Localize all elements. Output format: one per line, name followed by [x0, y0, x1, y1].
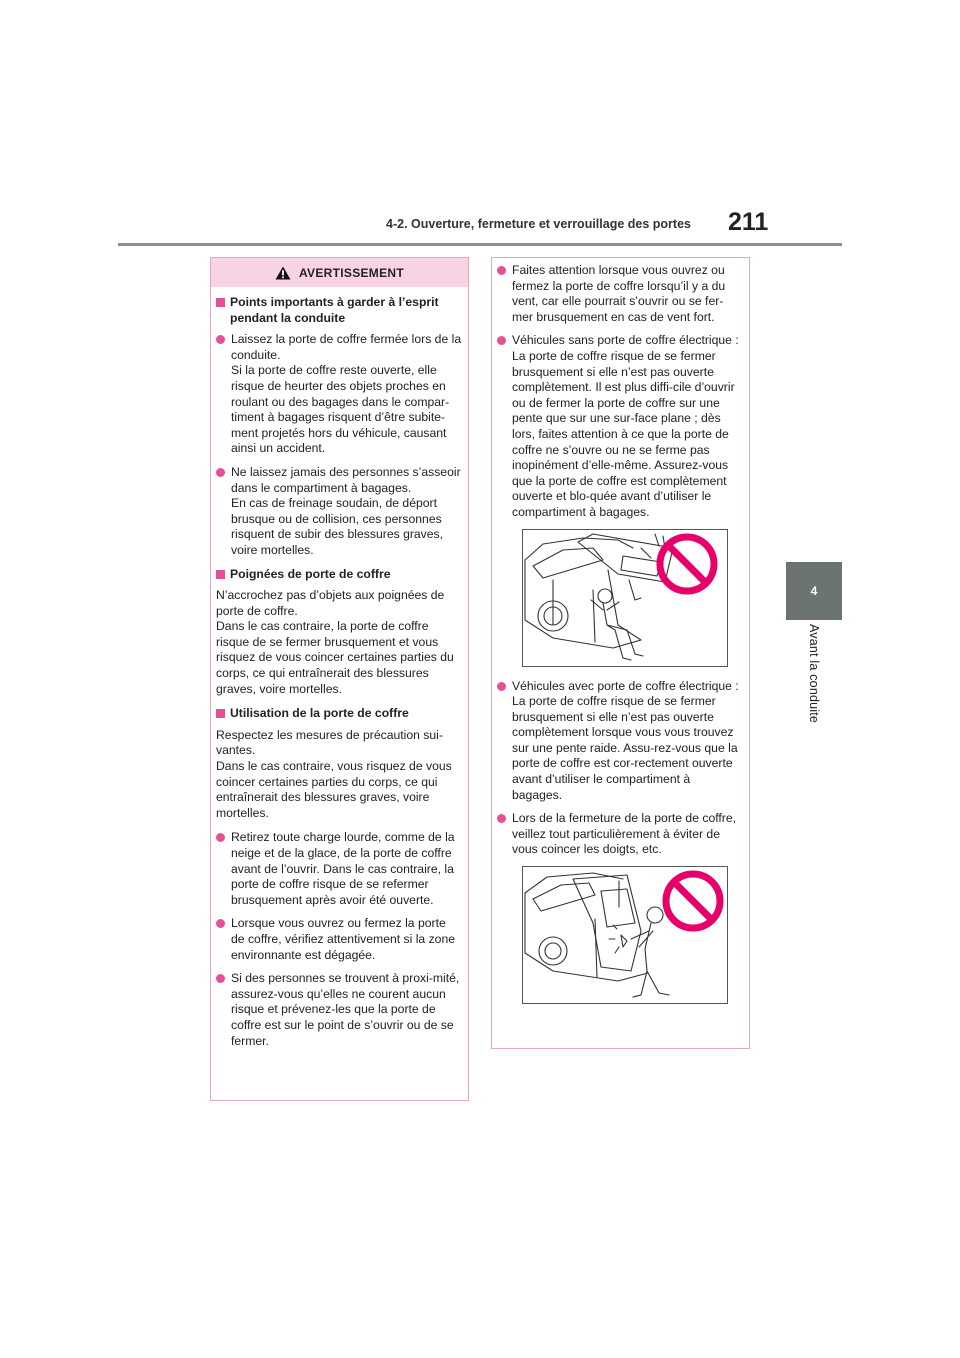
list-item-text: Lorsque vous ouvrez ou fermez la porte de coffre, vérifiez attentivement si la zone environnante est dégagée.: [231, 916, 456, 962]
section-title-text: Poignées de porte de coffre: [230, 566, 391, 581]
section-title-text: Utilisation de la porte de coffre: [230, 706, 409, 721]
list-item: [497, 811, 743, 858]
list-item-text: Ne laissez jamais des personnes s’asseoir dans le compartiment à bagages. En cas de freinage soudain, de déport brusque ou de collision, ces personnes risquent de subir des blessures graves, voire mortelles.: [231, 464, 461, 557]
dot-bullet-icon: [216, 468, 225, 477]
section-title-text: Points importants à garder à l’esprit pendant la conduite: [230, 295, 439, 325]
page-number: 211: [728, 208, 769, 236]
list-item-text: Lors de la fermeture de la porte de coffre, veillez tout particulièrement à éviter de vous coincer les doigts, etc.: [512, 811, 737, 857]
list-item: [216, 332, 462, 457]
paragraph: N’accrochez pas d’objets aux poignées de porte de coffre. Dans le cas contraire, la porte de coffre risque de se fermer brusquement et vous risquez de vous coincer certaines parties du corps, ce qui entraînerait des blessures graves, voire mortelles.: [216, 588, 454, 696]
header-rule: [118, 243, 842, 246]
list-item: [216, 916, 462, 963]
section-title: [216, 706, 462, 722]
square-bullet-icon: [216, 298, 225, 307]
list-item: [216, 971, 462, 1049]
chapter-label: Avant la conduite: [807, 624, 821, 724]
dot-bullet-icon: [497, 336, 506, 345]
warning-content-right: [492, 258, 749, 1022]
warning-content-left: [211, 287, 468, 1063]
square-bullet-icon: [216, 570, 225, 579]
chapter-number: 4: [810, 584, 818, 598]
prohibition-icon: [523, 867, 728, 1004]
warning-box-left: [210, 257, 469, 1101]
list-item-text: Faites attention lorsque vous ouvrez ou fermez la porte de coffre lorsqu’il y a du vent, car elle pourrait s’ouvrir ou se fer-mer brusquement en cas de vent fort.: [512, 263, 726, 324]
chapter-tab: [786, 562, 842, 620]
list-item-text: Laissez la porte de coffre fermée lors de la conduite. Si la porte de coffre reste ouverte, elle risque de heurter des objets proches en roulant ou des bagages dans le compar-timent à bagages risquent d’être subite-ment projetés hors du véhicule, causant ainsi un accident.: [231, 332, 462, 456]
list-item-text: Si des personnes se trouvent à proxi-mité, assurez-vous qu’elles ne courent aucun risque et prévenez-les que la porte de coffre est sur le point de s’ouvrir ou de se fermer.: [231, 971, 460, 1048]
dot-bullet-icon: [216, 974, 225, 983]
list-item-text: Véhicules avec porte de coffre électrique : La porte de coffre risque de se fermer brusquement si elle n’est pas ouverte complètement lorsque vous vous trouvez sur une pente raide. Assu-rez-vous que la porte de coffre est cor-rectement ouverte avant d’utiliser le compartiment à bagages.: [512, 678, 739, 802]
dot-bullet-icon: [497, 266, 506, 275]
illustration-tailgate-fingers: [522, 866, 728, 1004]
warning-label: AVERTISSEMENT: [298, 265, 405, 280]
dot-bullet-icon: [497, 682, 506, 691]
section-title: [216, 567, 462, 583]
list-item-text: Véhicules sans porte de coffre électrique : La porte de coffre risque de se fermer brusquement si elle n’est pas ouverte complètement. Il est plus diffi-cile d’ouvrir ou de fermer la porte de coffre sur une pente que sur une sur-face plane ; dès lors, faites attention à ce que la porte de coffre ne s’ouvre ou ne se ferme pas inopinément d’elle-même. Assurez-vous que la porte de coffre est complètement ouverte et blo-quée avant d’utiliser le compartiment à bagages.: [512, 333, 739, 519]
dot-bullet-icon: [497, 814, 506, 823]
list-item: [216, 830, 462, 908]
section-title: [216, 295, 462, 326]
list-item: [497, 333, 743, 520]
square-bullet-icon: [216, 709, 225, 718]
list-item: [497, 263, 743, 325]
dot-bullet-icon: [216, 335, 225, 344]
dot-bullet-icon: [216, 833, 225, 842]
warning-header: [211, 258, 468, 287]
warning-box-right: [491, 257, 750, 1049]
prohibition-icon: [523, 530, 728, 667]
list-item: [216, 465, 462, 559]
warning-triangle-icon: [275, 266, 291, 280]
list-item: [497, 679, 743, 804]
list-item-text: Retirez toute charge lourde, comme de la neige et de la glace, de la porte de coffre avant de l’ouvrir. Dans le cas contraire, la porte de coffre risque de se refermer brusquement après avoir été ouverte.: [231, 830, 455, 907]
paragraph: Respectez les mesures de précaution sui-vantes. Dans le cas contraire, vous risquez de vous coincer certaines parties du corps, ce qui entraînerait des blessures graves, voire mortelles.: [216, 727, 452, 820]
header-section-title: 4-2. Ouverture, fermeture et verrouillage des portes: [386, 217, 691, 231]
chapter-label-container: [786, 624, 842, 744]
dot-bullet-icon: [216, 919, 225, 928]
illustration-tailgate-wind: [522, 529, 728, 667]
